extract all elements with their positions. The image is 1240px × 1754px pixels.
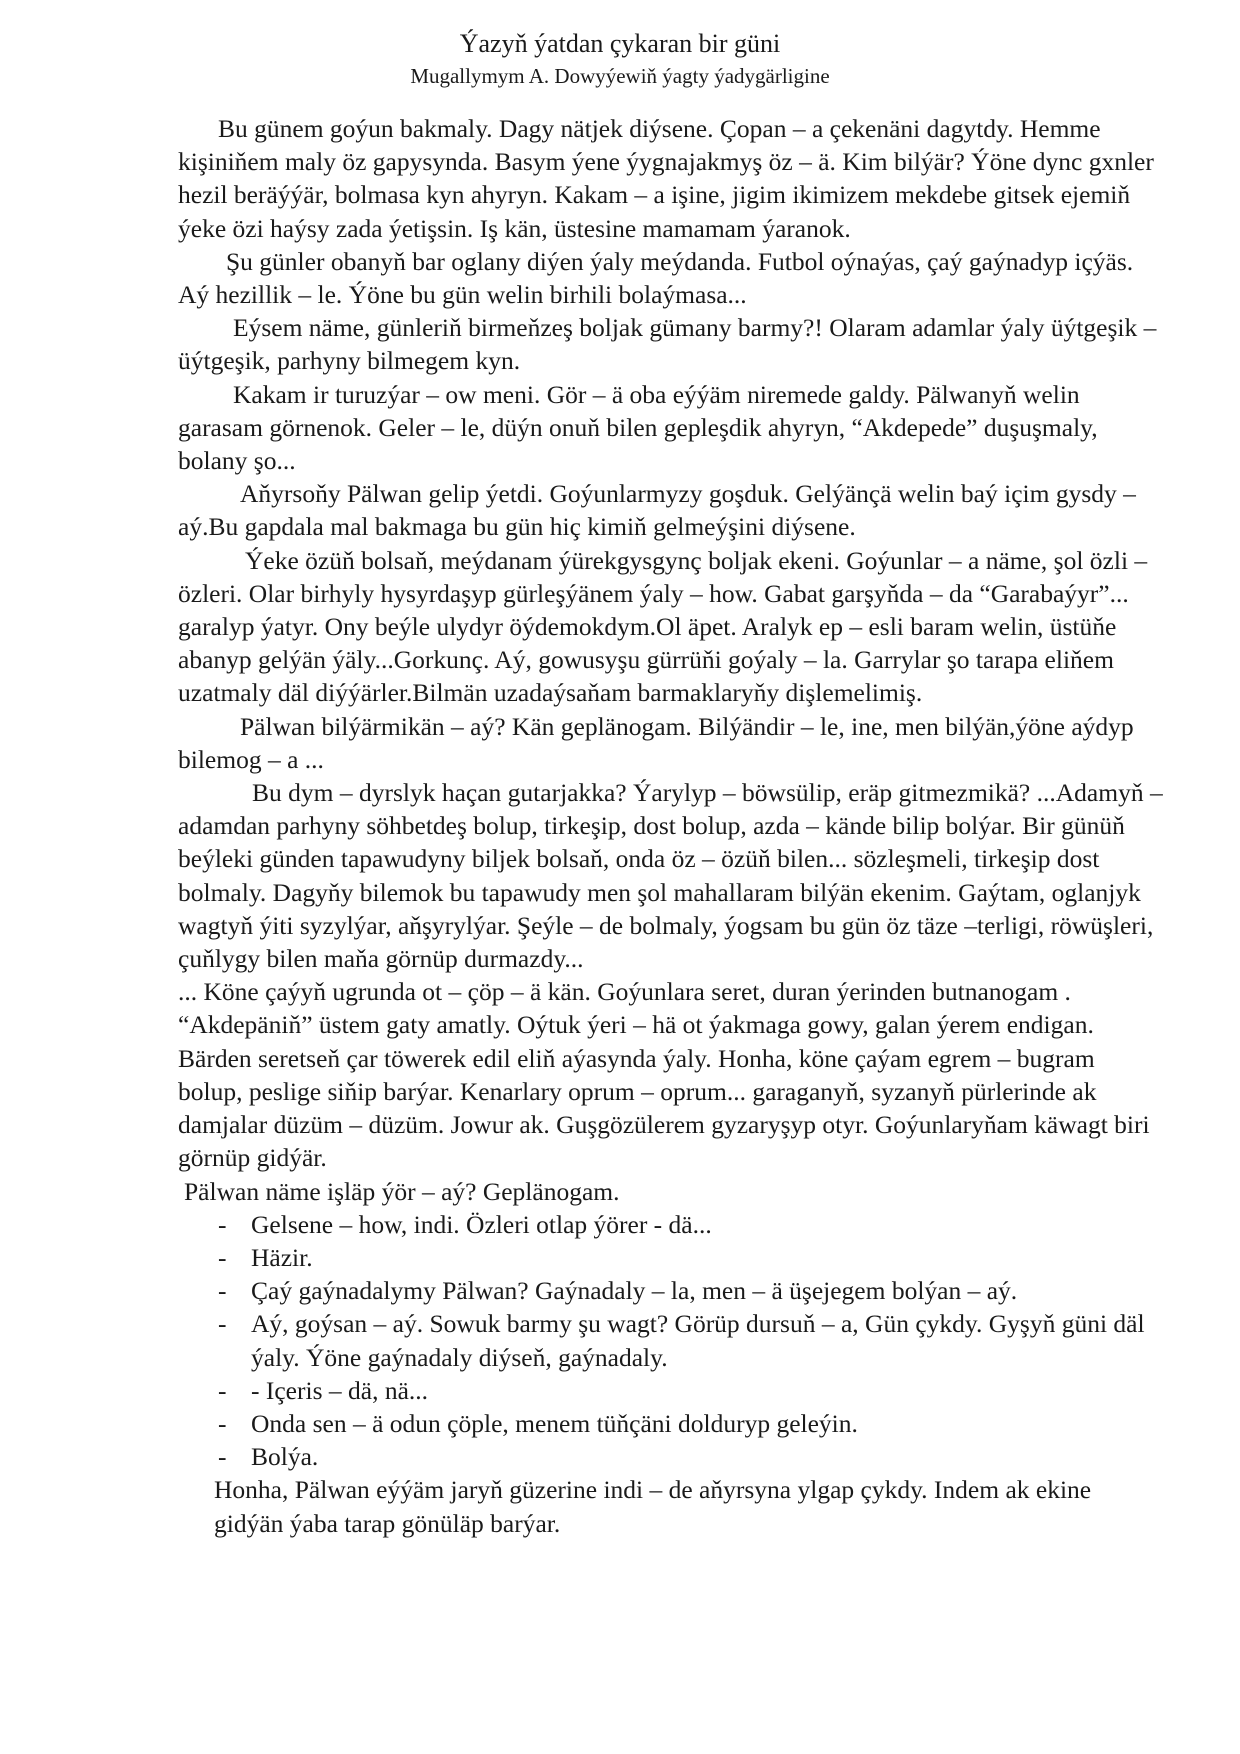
dash-marker: - (218, 1242, 227, 1272)
dash-marker: - (218, 1309, 227, 1339)
dialogue-text: Bolýa. (251, 1442, 319, 1472)
dialogue-text: Gelsene – how, indi. Özleri otlap ýörer - dä... (251, 1209, 712, 1239)
dash-marker: - (218, 1276, 227, 1306)
dialogue-text: Häzir. (251, 1242, 313, 1272)
dialogue-text: Onda sen – ä odun çöple, menem tüňçäni dolduryp geleýin. (251, 1408, 858, 1438)
dash-marker: - (218, 1408, 227, 1438)
paragraph: Bu dym – dyrslyk haçan gutarjakka? Ýarylyp – böwsülip, eräp gitmezmikä? ...Adamyň – adamdan parhyny söhbetdeş bolup, tirkeşip, dost bolup, azda – kände bilip bolýar. Bir günüň beýleki günden tapawudyny biljek bolsaň, onda öz – özüň bilen... sözleşmeli, tirkeşip dost bolmaly. Dagyňy bilemok bu tapawudy men şol mahallaram bilýän ekenim. Gaýtam, oglanjyk wagtyň ýiti syzylýar, aňşyrylýar. Şeýle – de bolmaly, ýogsam bu gün öz täze –terligi, röwüşleri, çuňlygy bilen maňa görnüp durmazdy... (178, 778, 1163, 974)
paragraph: Aňyrsoňy Pälwan gelip ýetdi. Goýunlarmyzy goşduk. Gelýänçä welin baý içim gysdy – aý.Bu gapdala mal bakmaga bu gün hiç kimiň gelmeýşini diýsene. (178, 479, 1136, 542)
dash-marker: - (218, 1209, 227, 1239)
closing-paragraph: Honha, Pälwan eýýäm jaryň güzerine indi – de aňyrsyna ylgap çykdy. Indem ak ekine gidýän ýaba tarap gönüläp barýar. (214, 1475, 1092, 1538)
dash-marker: - (218, 1375, 227, 1405)
paragraph: Eýsem näme, günleriň birmeňzeş boljak gümany barmy?! Olaram adamlar ýaly üýtgeşik – üýtgeşik, parhyny bilmegem kyn. (178, 313, 1157, 376)
paragraph: Kakam ir turuzýar – ow meni. Gör – ä oba eýýäm niremede galdy. Pälwanyň welin garasam görnenok. Geler – le, düýn onuň bilen gepleşdik ahyryn, “Akdepede” duşuşmaly, bolany şo... (178, 379, 1098, 476)
dialogue-line (178, 1208, 1163, 1241)
paragraph: Ýeke özüň bolsaň, meýdanam ýürekgysgynç boljak ekeni. Goýunlar – a näme, şol özli – özleri. Olar birhyly hysyrdaşyp gürleşýänem ýaly – how. Gabat garşyňda – da “Garabaýyr”... garalyp ýatyr. Ony beýle ulydyr öýdemokdym.Ol äpet. Aralyk ep – esli baram welin, üstüňe abanyp gelýän ýäly...Gorkunç. Aý, gowusyşu gürrüňi goýaly – la. Garrylar şo tarapa eliňem uzatmaly däl diýýärler.Bilmän uzadaýsaňam barmaklaryňy dişlemelimiş. (178, 545, 1148, 708)
dialogue-line (178, 1274, 1163, 1307)
story-body (178, 112, 1163, 1540)
dash-marker: - (218, 1442, 227, 1472)
dialogue-text: Çaý gaýnadalymy Pälwan? Gaýnadaly – la, men – ä üşejegem bolýan – aý. (251, 1276, 1018, 1306)
dialogue-text: Aý, goýsan – aý. Sowuk barmy şu wagt? Görüp dursuň – a, Gün çykdy. Gyşyň güni däl ýaly. Ýöne gaýnadaly diýseň, gaýnadaly. (251, 1309, 1145, 1372)
paragraph: Şu günler obanyň bar oglany diýen ýaly meýdanda. Futbol oýnaýas, çaý gaýnadyp içýäs. Aý hezillik – le. Ýöne bu gün welin birhili bolaýmasa... (178, 246, 1134, 310)
paragraph: Pälwan näme işläp ýör – aý? Geplänogam. (184, 1176, 620, 1206)
dialogue-line (178, 1307, 1163, 1373)
dialogue-line (178, 1241, 1163, 1274)
dialogue-line (178, 1374, 1163, 1407)
dialogue-text: - Içeris – dä, nä... (251, 1375, 429, 1405)
paragraph: Pälwan bilýärmikän – aý? Kän geplänogam. Bilýändir – le, ine, men bilýän,ýöne aýdyp bilemog – a ... (178, 711, 1134, 774)
story-title: Ýazyň ýatdan çykaran bir güni (459, 29, 781, 58)
paragraph: ... Köne çaýyň ugrunda ot – çöp – ä kän. Goýunlara seret, duran ýerinden butnanogam . “Akdepäniň” üstem gaty amatly. Oýtuk ýeri – hä ot ýakmaga gowy, galan ýerem endigan. Bärden seretseň çar töwerek edil eliň aýasynda ýaly. Honha, köne çaýam egrem – bugram bolup, peslige siňip barýar. Kenarlary oprum – oprum... garaganyň, syzanyň pürlerinde ak damjalar düzüm – düzüm. Jowur ak. Guşgözülerem gyzaryşyp otyr. Goýunlaryňam käwagt biri görnüp gidýär. (178, 977, 1150, 1173)
dialogue-line (178, 1407, 1163, 1440)
dedication-subtitle: Mugallymym A. Dowyýewiň ýagty ýadygärligine (410, 64, 830, 88)
paragraph: Bu günem goýun bakmaly. Dagy nätjek diýsene. Çopan – a çekenäni dagytdy. Hemme kişiniňem maly öz gapysynda. Basym ýene ýygnajakmyş öz – ä. Kim bilýär? Ýöne dync gxnler hezil beräýýär, bolmasa kyn ahyryn. Kakam – a işine, jigim ikimizem mekdebe gitsek ejemiň ýeke özi haýsy zada ýetişsin. Iş kän, üstesine mamamam ýaranok. (178, 114, 1154, 243)
dialogue-line (178, 1440, 1163, 1473)
dialogue-list (178, 1208, 1163, 1474)
